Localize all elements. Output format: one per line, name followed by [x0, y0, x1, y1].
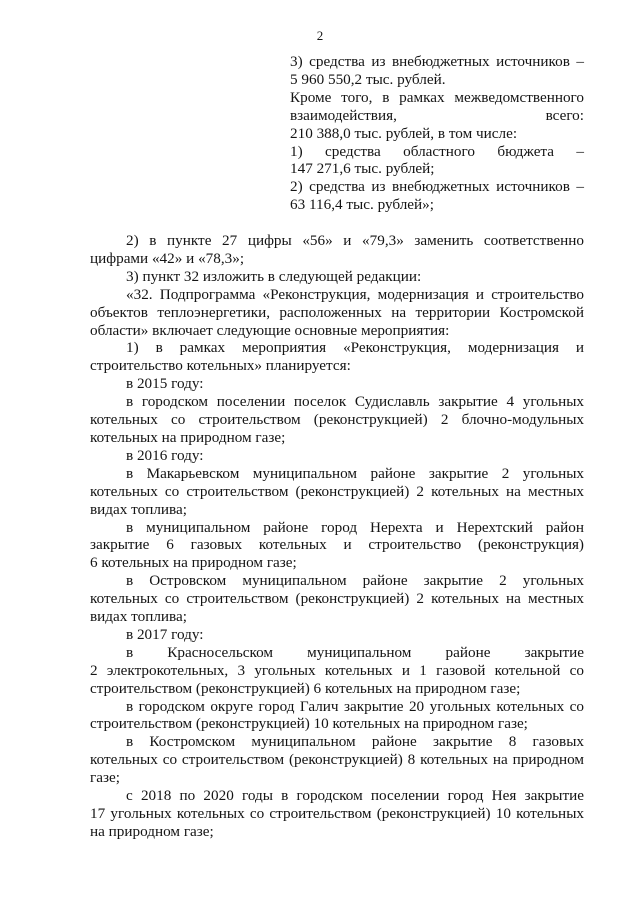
amendments-body — [90, 232, 584, 841]
financing-continuation-block — [290, 53, 584, 214]
text-line: 2) в пункте 27 цифры «56» и «79,3» заменить соответственно — [126, 232, 584, 249]
text-line: 210 388,0 тыс. рублей, в том числе: — [290, 124, 518, 142]
text-line: строительством (реконструкцией) 10 котельных на природном газе; — [90, 715, 528, 733]
text-line: видах топлива; — [90, 608, 187, 626]
text-line: газе; — [90, 769, 120, 787]
text-line: видах топлива; — [90, 500, 187, 518]
text-line: котельных со строительством (реконструкцией) 2 блочно-модульных — [90, 411, 584, 429]
text-line: в 2017 году: — [126, 625, 204, 643]
text-line: на природном газе; — [90, 822, 214, 840]
text-line: в 2015 году: — [126, 375, 204, 393]
text-line: в Костромском муниципальном районе закрытие 8 газовых — [126, 733, 584, 751]
text-line: 63 116,4 тыс. рублей»; — [290, 196, 434, 214]
text-line: 5 960 550,2 тыс. рублей. — [290, 70, 446, 88]
text-line: области» включает следующие основные мероприятия: — [90, 321, 450, 339]
text-line: в Красносельском муниципальном районе закрытие — [126, 643, 584, 661]
text-line: 2) средства из внебюджетных источников – — [290, 178, 584, 196]
text-line: «32. Подпрограмма «Реконструкция, модернизация и строительство — [126, 285, 584, 303]
text-line: в городском округе город Галич закрытие 20 угольных котельных со — [126, 697, 584, 715]
text-line: 1) в рамках мероприятия «Реконструкция, модернизация и — [126, 339, 584, 357]
text-line: котельных со строительством (реконструкцией) 8 котельных на природном — [90, 751, 584, 769]
text-line: объектов теплоэнергетики, расположенных на территории Костромской — [90, 303, 584, 321]
text-line: 2 электрокотельных, 3 угольных котельных и 1 газовой котельной со — [90, 661, 584, 679]
text-line: Кроме того, в рамках межведомственного — [290, 88, 584, 106]
text-line: в 2016 году: — [126, 446, 204, 464]
text-line: в городском поселении поселок Судиславль закрытие 4 угольных — [126, 393, 584, 411]
text-line: котельных со строительством (реконструкцией) 2 котельных на местных — [90, 482, 584, 500]
text-line: 3) средства из внебюджетных источников – — [290, 53, 584, 70]
text-line: закрытие 6 газовых котельных и строительство (реконструкция) — [90, 536, 584, 554]
text-line: строительством (реконструкцией) 6 котельных на природном газе; — [90, 679, 521, 697]
text-line: в Островском муниципальном районе закрытие 2 угольных — [126, 572, 584, 590]
text-line: цифрами «42» и «78,3»; — [90, 249, 245, 267]
text-line: 147 271,6 тыс. рублей; — [290, 160, 435, 178]
text-line: в Макарьевском муниципальном районе закрытие 2 угольных — [126, 464, 584, 482]
text-line: 6 котельных на природном газе; — [90, 554, 297, 572]
text-line: с 2018 по 2020 годы в городском поселении город Нея закрытие — [126, 787, 584, 805]
text-line: строительство котельных» планируется: — [90, 357, 351, 375]
text-line: котельных со строительством (реконструкцией) 2 котельных на местных — [90, 590, 584, 608]
text-line: 1) средства областного бюджета – — [290, 142, 584, 160]
text-line: взаимодействия, всего: — [290, 106, 584, 124]
text-line: в муниципальном районе город Нерехта и Нерехтский район — [126, 518, 584, 536]
text-line: 3) пункт 32 изложить в следующей редакции: — [126, 267, 422, 285]
page-number: 2 — [316, 28, 324, 43]
text-line: котельных на природном газе; — [90, 428, 286, 446]
text-line: 17 угольных котельных со строительством (реконструкцией) 10 котельных — [90, 805, 584, 822]
